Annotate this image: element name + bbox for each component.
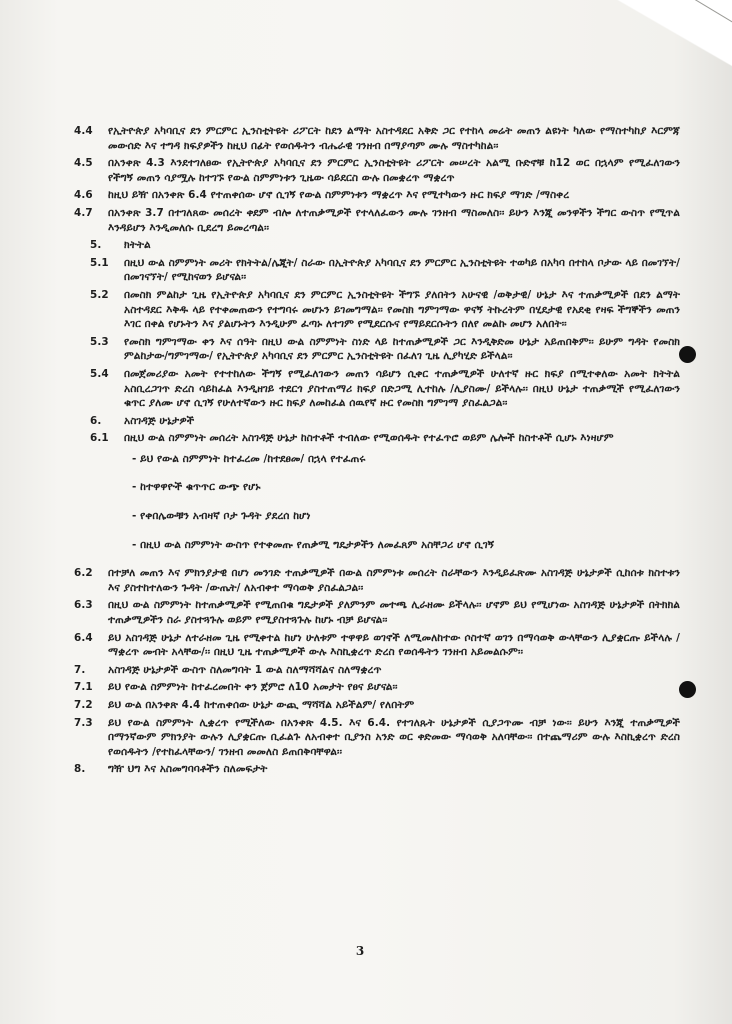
clause-number: 6.1 [90, 432, 109, 445]
clause-7-1 [74, 680, 680, 695]
clause-4-5 [74, 156, 680, 185]
clause-text: ይህ የውል ስምምነት ሊቋረጥ የሚችለው በአንቀጽ 4.5. እና 6.4. የተገለጹት ሁኔታዎች ሲያጋጥሙ ብቻ ነው፡፡ ይሁን እንጂ ተጠቃሚዎች በማንኛውም ምክንያት ውሉን ሊያቋርጡ ቢፈልጉ ለአብቀተ ቢያንስ አንድ ወር ቀድመው ማሳወቅ አለባቸው፡፡ በተጨማሪም ውሉ እስኪቋረጥ ድረስ የወሰዱትን /የተከፈላቸውን/ ገንዘብ መመለስ ይጠበቅባቸዋል፡፡ [108, 716, 680, 758]
clause-number: 7.1 [74, 681, 93, 694]
clause-5-1 [74, 256, 680, 285]
section-7-heading [74, 663, 680, 678]
clause-text: በአንቀጽ 4.3 እንደተገለፀው የኢትዮጵያ አካባቢና ደን ምርምር ኢንስቲትዩት ሪፖርት መሠረት አልሚ ቡድኖቹ ከ12 ወር በኋላም የሚፈለገውን የችግኝ መጠን ሳያሟሉ ከተገኙ የውል ስምምነቱን ጊዜው ሳይደርስ ውሉ በመቋረጥ ማቋረጥ [108, 157, 680, 184]
section-number: 5. [90, 239, 102, 252]
clause-number: 5.4 [90, 367, 109, 380]
clause-6-1 [74, 431, 680, 446]
clause-text: በመስክ ምልከታ ጊዜ የኢትዮጵያ አካባቢና ደን ምርምር ኢንስቲትዩት ችግኙ ያለበትን አሁናዊ /ወቅታዊ/ ሁኔታ እና ተጠቃሚዎች በደን ልማት አስተዳደር እቅዱ ላይ የተቀመጠውን የተግባሩ መሆኑን ይገመግማል፡፡ የመስክ ግምገማው ዋናኝ ትኩረትም በሂደታዊ የአደቂ የዛፍ ችግኞችን መጠን እገር በቀል የሆኑትን እና ያልሆኑትን እንዲሁም ፈጣኑ ለተገም የሚደርሱና የማይደርሱትን በለየ መልኩ መሆን አለበት፡፡ [124, 288, 680, 331]
clause-number: 4.5 [74, 157, 93, 170]
clause-4-4 [74, 124, 680, 153]
punch-hole-upper [679, 346, 696, 363]
clause-4-6 [74, 188, 680, 203]
clause-number: 4.6 [74, 189, 93, 202]
clause-number: 5.1 [90, 256, 109, 269]
section-number: 8. [74, 763, 86, 776]
clause-5-4 [74, 367, 680, 411]
page-number: 3 [355, 944, 365, 958]
section-title: ግዥ ህግ እና አስመግባባቶችን ስለመፍታት [108, 763, 268, 776]
clause-text: ይህ የውል ስምምነት ከተፈረመበት ቀን ጀምሮ ለ10 አመታት የፀና ይሆናል፡፡ [108, 681, 398, 694]
list-item: - ከተዋዋዮች ቁጥጥር ውጭ የሆኑ [132, 481, 261, 494]
clause-text: በዚህ ውል ስምምነት መሪት የክትትል/ሌጂት/ ስራው በኢትዮጵያ አካባቢና ደን ምርምር ኢንስቲትዩት ተወካይ በአካባ በተከላ ቦታው ላይ በመገኘት/በመገናኘት/ የሚከናወን ይሆናል፡፡ [124, 256, 680, 284]
clause-5-3 [74, 335, 680, 364]
clause-7-3 [74, 716, 680, 760]
clause-text: የኢትዮጵያ አካባቢና ደን ምርምር ኢንስቲትዩት ሪፖርት ከደን ልማት አስተዳደር አቅድ ጋር የተከላ መሬት መጠን ልዩነት ካለው የማስተካከያ እርምጃ መውሰድ እና ተግዳ ክፍያዎችን ከዚህ በፊት የወሰዱትን ብሔራዊ ገንዘብ በማያጣም ሙሉ ማስተካከል፡፡ [108, 125, 680, 152]
clause-6-4 [74, 631, 680, 660]
clause-6-3 [74, 598, 680, 627]
clause-number: 4.4 [74, 125, 93, 137]
clause-text: ይህ ውል በአንቀጽ 4.4 ከተጠቀሰው ሁኔታ ውጪ ማሻሻል አይችልም/ የለበትም [108, 699, 415, 711]
clause-text: በመጀመሪያው አመት የተተከለው ችግኝ የሚፈለገውን መጠን ሳይሆን ሲቀር ተጠቃሚዎች ሁለተኛ ዙር ክፍያ በሚተቀለው አመት ክትትል አስቢረጋገጥ ድረስ ሳይከፈል እንዲዘገይ ተደርጎ ያስተጠማሪ ክፍያ በድጋሚ ሊተከሉ /ሊያስሙ/ ይችላሉ፡፡ በዚህ ሁኔታ ተጠቃሚች የሚፈለገውን ቁጥር ያለሙ ሆኖ ሲገኝ የሁለተኛውን ዙር ክፍያ ለመከፈል ሰዉየኛ ዙር የመስክ ግምገማ ያስፈልጋል፡፡ [124, 367, 680, 410]
list-item: - ይህ የውል ስምምነት ከተፈረመ /ከተደፀመ/ በኋላ የተፈጠሩ [132, 452, 366, 465]
list-item: - በዚህ ውል ስምምነት ውስጥ የተቀመጡ የጠቃሚ ግዴታዎችን ለመፈጸም አስቸጋሪ ሆኖ ሲገኝ [132, 538, 495, 551]
clause-number: 7.2 [74, 699, 93, 711]
clause-text: ይህ አስገዳጅ ሁኔታ ለተራዘመ ጊዜ የሚቀተል ከሆነ ሁለቱም ተዋዋይ ወገኖች ለሚመለከተው ሶስተኛ ወገን በማሳወቅ ውላቸውን ሊያቋርጡ ይችላሉ /ማቋረጥ መብት አላቸው/፡፡ በዚህ ጊዜ ተጠቃሚዎች ውሉ እስኪቋረጥ ድረስ የወሰዱትን ገንዘብ አይመልሱም፡፡ [108, 631, 680, 659]
clause-number: 5.3 [90, 335, 109, 348]
list-item: - የቀበሌውቹን አብዛኛ ቦታ ጉዳት ያደረሰ ከሆነ [132, 510, 311, 523]
section-8-heading [74, 762, 680, 777]
clause-text: የመስክ ግምገማው ቀን እና ሰዓት በዚህ ውል ስምምነት ስነድ ላይ ከተጠቃሚዎች ጋር እንዲቅድመ ሁኔታ አይጠበቅም፡፡ ይሁም ግዳት የመስክ ምልከታው/ግምገማው/ የኢትዮጵያ አካባቢና ደን ምርምር ኢንስቲትዩት በፈለገ ጊዜ ሊያካሂድ ይችላል፡፡ [124, 335, 680, 363]
section-5-heading [74, 238, 680, 253]
clause-number: 7.3 [74, 716, 93, 729]
punch-hole-lower [679, 681, 696, 698]
clause-number: 6.4 [74, 631, 93, 644]
clause-text: በአንቀጽ 3.7 በተገለጸው መሰረት ቀደም ብሎ ለተጠቃሚዎች የተላለፈውን ሙሉ ገንዘብ ማስመለስ፡፡ ይሁን እንጂ መንዋችን ችግር ውስጥ የሚጥል እንዳይሆን እንዲመለሱ ቢደረግ ይመረጣል፡፡ [108, 206, 680, 234]
clause-number: 6.3 [74, 599, 93, 612]
clause-6-2 [74, 566, 680, 595]
section-number: 7. [74, 663, 86, 676]
clause-7-2 [74, 698, 680, 713]
section-6-heading [74, 414, 680, 429]
section-title: አስገዳጅ ሁኔታዎች ውስጥ ስለመግባት 1 ውል ስለማሻሻልና ስለማቋረጥ [108, 663, 382, 676]
clause-number: 5.2 [90, 288, 109, 301]
section-title: ክትትል [124, 239, 151, 252]
section-number: 6. [90, 414, 102, 427]
clause-text: በዚህ ውል ስምምነት ከተጠቃሚዎች የሚጠበቁ ግዴታዎች ያለምንም መተጫ ሊራዘሙ ይችላሉ፡፡ ሆኖም ይህ የሚሆነው አስገዳጅ ሁኔታዎች በትክክል ተጠቃሚዎችን ስራ ያስተጓጉሉ ወይም የሚያስተጓጉሉ ከሆኑ ብቻ ይሆናል፡፡ [108, 599, 680, 627]
clause-5-2 [74, 288, 680, 332]
force-majeure-list [74, 452, 680, 552]
clause-text: በተቻለ መጠን እና ምክንያታዊ በሆነ መንገድ ተጠቃሚዎች በውል ስምምነቱ መሰረት ስራቸውን እንዲይፈጽሙ አስገዳጅ ሁኔታዎች ሲከሰቱ ክስተቱን እና ያስተከተለውን ጉዳት /ውጤት/ ለአብቀተ ማሳወቅ ያስፈልጋል፡፡ [108, 567, 680, 594]
section-title: አስገዳጅ ሁኔታዎች [124, 414, 195, 427]
clause-number: 6.2 [74, 567, 93, 580]
document-body [74, 124, 680, 780]
clause-4-7 [74, 206, 680, 235]
clause-number: 4.7 [74, 206, 93, 219]
clause-text: በዚህ ውል ስምምነት መሰረት አስገዳጅ ሁኔታ ከስተቶች ተብለው የሚወሰዱት የተፈጥሮ ወይም ሌሎች ከስተቶች ሲሆኑ እነዛሆም [124, 432, 614, 445]
clause-text: ከዚህ ይዥ በአንቀጽ 6.4 የተጠቀሰው ሆኖ ሲገኝ የውል ስምምነቱን ማቋረጥ እና የሚተካውን ዙር ክፍያ ማገድ /ማስቀረ [108, 189, 570, 202]
